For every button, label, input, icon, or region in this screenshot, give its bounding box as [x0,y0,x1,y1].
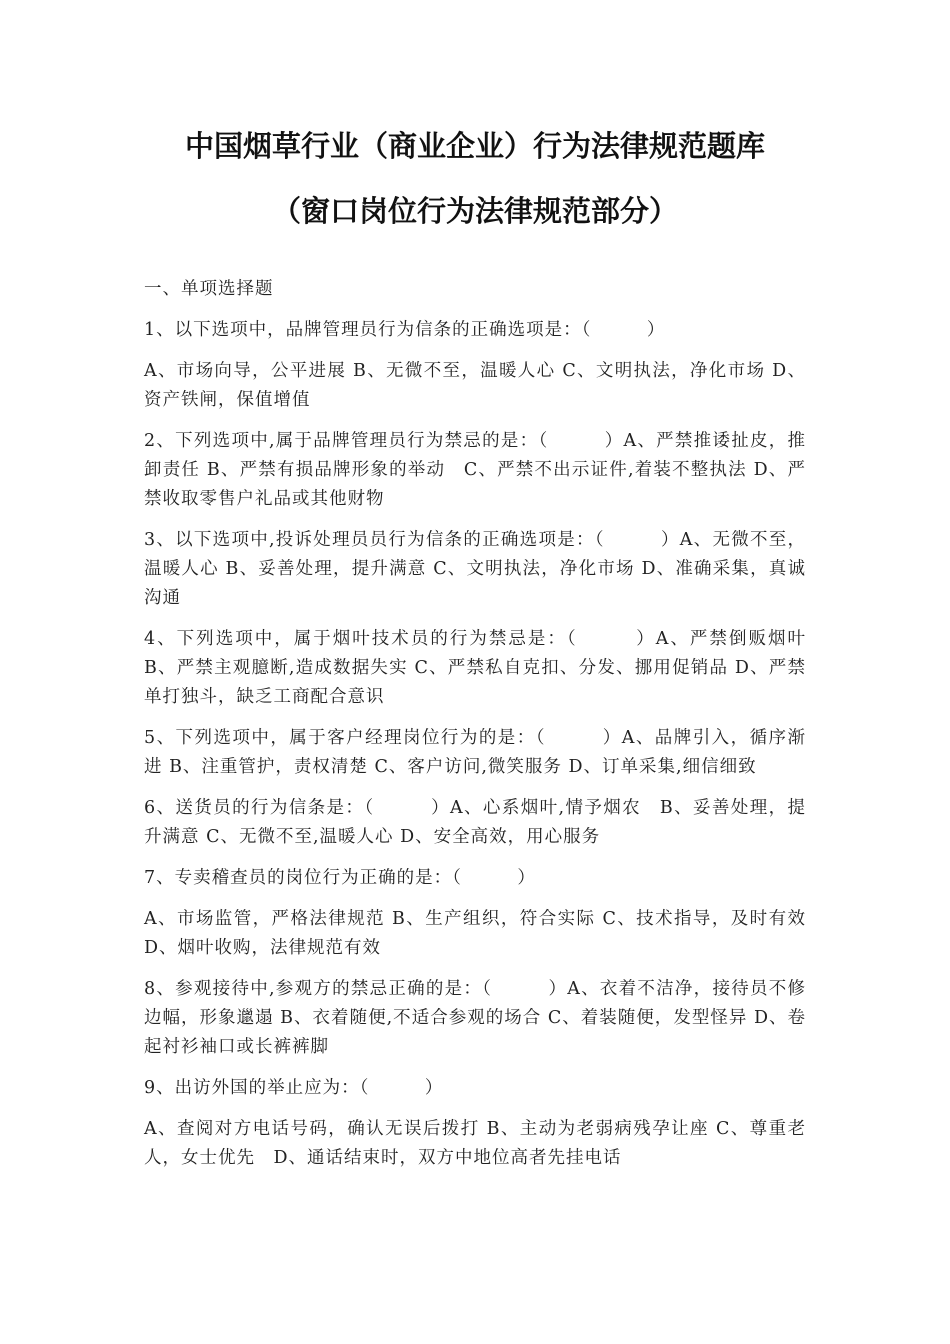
document-title: 中国烟草行业（商业企业）行为法律规范题库 [184,129,765,163]
question-8: 8、参观接待中,参观方的禁忌正确的是：（ ）A、衣着不洁净，接待员不修边幅，形象邋遢 B、衣着随便,不适合参观的场合 C、着装随便，发型怪异 D、卷起衬衫袖口或长裤裤脚 [144,979,806,1057]
question-6: 6、送货员的行为信条是：（ ）A、心系烟叶,情予烟农 B、妥善处理，提升满意 C、无微不至,温暖人心 D、安全高效，用心服务 [144,798,806,847]
question-5: 5、下列选项中，属于客户经理岗位行为的是：（ ）A、品牌引入，循序渐进 B、注重管护，责权清楚 C、客户访问,微笑服务 D、订单采集,细信细致 [144,728,806,777]
question-9-options: A、查阅对方电话号码，确认无误后拨打 B、主动为老弱病残孕让座 C、尊重老人，女士优先 D、通话结束时，双方中地位高者先挂电话 [144,1119,806,1168]
question-3: 3、以下选项中,投诉处理员员行为信条的正确选项是：（ ）A、无微不至，温暖人心 B、妥善处理，提升满意 C、文明执法，净化市场 D、准确采集，真诚沟通 [144,530,806,608]
question-7: 7、专卖稽查员的岗位行为正确的是：（ ） [144,868,536,888]
question-2: 2、下列选项中,属于品牌管理员行为禁忌的是：（ ）A、严禁推诿扯皮，推卸责任 B、严禁有损品牌形象的举动 C、严禁不出示证件,着装不整执法 D、严禁收取零售户礼品或其他财物 [144,431,806,509]
question-1: 1、以下选项中，品牌管理员行为信条的正确选项是：（ ） [144,320,666,340]
question-1-options: A、市场向导，公平进展 B、无微不至，温暖人心 C、文明执法，净化市场 D、资产铁闸，保值增值 [144,361,806,410]
question-7-options: A、市场监管，严格法律规范 B、生产组织，符合实际 C、技术指导，及时有效 D、烟叶收购，法律规范有效 [144,909,806,958]
section-heading: 一、单项选择题 [144,279,274,299]
document-subtitle: （窗口岗位行为法律规范部分） [271,194,678,228]
question-4: 4、下列选项中，属于烟叶技术员的行为禁忌是：（ ）A、严禁倒贩烟叶 B、严禁主观臆断,造成数据失实 C、严禁私自克扣、分发、挪用促销品 D、严禁单打独斗，缺乏工商配合意识 [144,629,806,707]
question-9: 9、出访外国的举止应为：（ ） [144,1078,444,1098]
